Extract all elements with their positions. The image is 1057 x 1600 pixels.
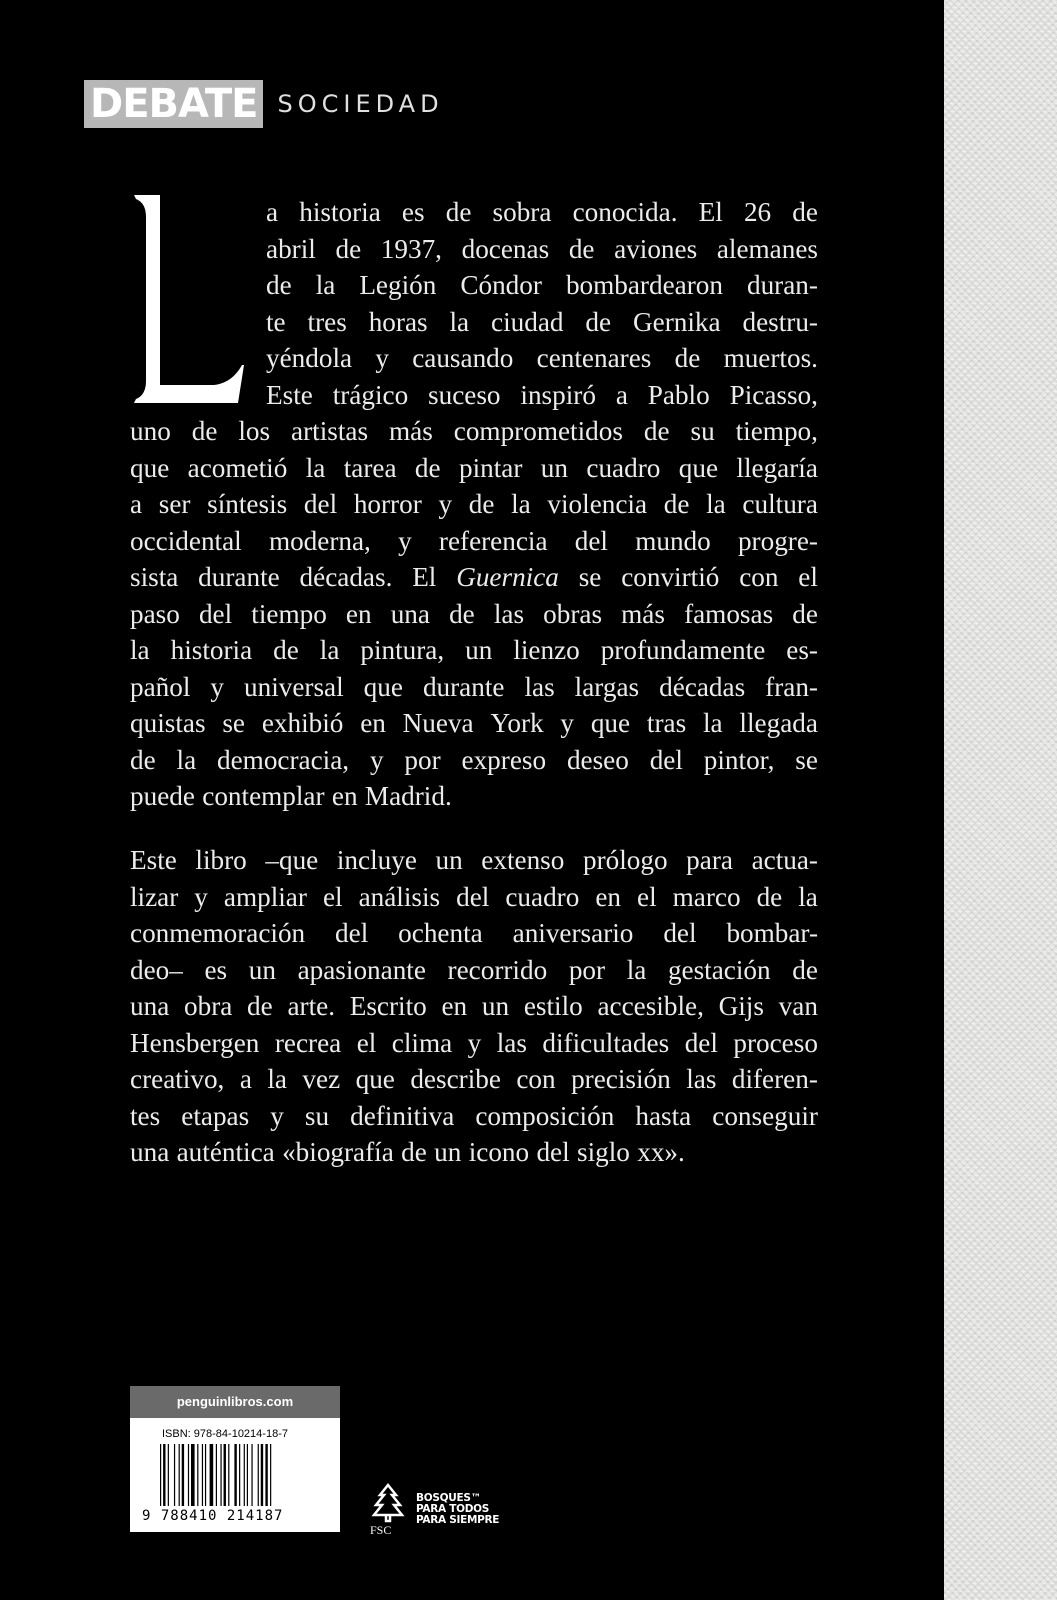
- word: el: [322, 881, 343, 912]
- word: auténtica: [176, 1137, 275, 1167]
- word: 26: [743, 197, 772, 227]
- text-line: [130, 1098, 818, 1135]
- word: profundamente: [600, 635, 766, 665]
- word: del: [684, 1027, 718, 1058]
- word: icono: [468, 1137, 530, 1167]
- barcode-bar: [258, 1444, 259, 1506]
- word: Gernika: [633, 306, 721, 337]
- text-line: [130, 523, 818, 560]
- word: la: [449, 306, 470, 337]
- text-line: [130, 842, 818, 879]
- text-line: [130, 596, 818, 633]
- word: y: [375, 343, 389, 373]
- isbn-label: ISBN: 978-84-10214-18-7: [162, 1428, 288, 1440]
- collection-name: SOCIEDAD: [277, 90, 444, 118]
- word: en: [360, 708, 386, 738]
- word: muertos.: [723, 343, 818, 373]
- text-line: [266, 231, 818, 268]
- word: proceso: [733, 1027, 818, 1058]
- word: Este: [130, 845, 177, 875]
- text-line: [266, 304, 818, 341]
- barcode-icon: [158, 1444, 318, 1506]
- word: en: [345, 598, 372, 629]
- word: conocida.: [572, 197, 678, 227]
- word: Cóndor: [460, 270, 542, 300]
- word: vez: [302, 1064, 341, 1094]
- word: análisis: [358, 881, 441, 912]
- word: la: [130, 635, 150, 665]
- word: y: [369, 744, 384, 775]
- word: recrea: [274, 1027, 342, 1058]
- barcode-bar: [210, 1444, 214, 1506]
- publisher-logo: DEBATE: [84, 80, 263, 128]
- word: violencia: [547, 489, 648, 519]
- word: con: [739, 562, 779, 592]
- word: clima: [391, 1027, 453, 1058]
- word: de: [568, 233, 595, 264]
- text-line: [130, 669, 818, 706]
- word: la: [626, 954, 647, 985]
- word: de: [335, 233, 362, 264]
- word: cuadro: [505, 881, 580, 912]
- text-line: [130, 705, 818, 742]
- word: cultura: [742, 489, 818, 519]
- text-line: [130, 915, 818, 952]
- word: abril: [266, 233, 316, 264]
- word: el: [637, 881, 657, 912]
- word: duran-: [746, 270, 818, 300]
- word: artistas: [291, 416, 369, 446]
- word: durante: [198, 562, 280, 592]
- barcode-bar: [174, 1444, 175, 1506]
- word: de: [674, 343, 701, 373]
- word: de: [130, 744, 156, 775]
- word: por: [404, 744, 441, 775]
- word: de: [585, 306, 612, 337]
- barcode-bar: [239, 1444, 240, 1506]
- text-line: [130, 778, 818, 815]
- word: del: [574, 525, 608, 556]
- text-line: [266, 267, 818, 304]
- word: para: [686, 845, 733, 875]
- word: de: [643, 416, 670, 446]
- text-line: [130, 952, 818, 989]
- word: Nueva: [402, 708, 474, 738]
- word: 1937,: [380, 233, 442, 264]
- barcode-bar: [205, 1444, 206, 1506]
- word: diferen-: [731, 1064, 818, 1094]
- word: paso: [130, 598, 180, 629]
- text-line: [130, 486, 818, 523]
- word: Legión: [359, 270, 437, 300]
- word: tarea: [343, 452, 397, 483]
- word: su: [690, 416, 715, 446]
- word: fran-: [765, 671, 818, 702]
- word: cuadro: [586, 452, 661, 483]
- word: del: [649, 744, 683, 775]
- word: causando: [412, 343, 514, 373]
- word: describe: [410, 1064, 501, 1094]
- barcode-bar: [197, 1444, 198, 1506]
- word: recorrido: [447, 954, 548, 985]
- text-line: [130, 1134, 818, 1171]
- word: de: [191, 416, 218, 446]
- word: lizar: [130, 881, 179, 912]
- word: las: [686, 1064, 717, 1094]
- word: conmemoración: [130, 918, 306, 948]
- text-line: [130, 988, 818, 1025]
- word: y: [467, 1027, 482, 1058]
- word: largas: [574, 671, 640, 702]
- barcode-bar: [228, 1444, 229, 1506]
- word: docenas: [461, 233, 550, 264]
- word: ampliar: [223, 881, 307, 912]
- barcode-bar: [216, 1444, 217, 1506]
- word: más: [389, 416, 433, 446]
- text-line: [266, 340, 818, 377]
- word: su: [304, 1100, 330, 1131]
- word: tres: [307, 306, 347, 337]
- word: en: [595, 881, 621, 912]
- word: progre-: [737, 525, 818, 556]
- text-line: [130, 413, 818, 450]
- barcode-bar: [160, 1444, 161, 1506]
- word: alemanes: [716, 233, 818, 264]
- word: a: [130, 489, 143, 519]
- word: «biografía: [282, 1137, 394, 1167]
- word: más: [621, 598, 665, 629]
- word: extenso: [481, 845, 565, 875]
- barcode-bar: [234, 1444, 236, 1506]
- word: décadas.: [299, 562, 393, 592]
- word: contemplar: [202, 781, 325, 811]
- text-line: [266, 194, 818, 231]
- text-line: [130, 742, 818, 779]
- word: y: [270, 1100, 284, 1131]
- barcode-bar: [179, 1444, 180, 1506]
- word: composición: [475, 1100, 615, 1131]
- synopsis-paragraph-1: [130, 194, 818, 815]
- barcode-bar: [191, 1444, 195, 1506]
- word: que: [355, 1064, 395, 1094]
- word: definitiva: [350, 1100, 455, 1131]
- word: –que: [265, 845, 319, 875]
- word: convirtió: [621, 562, 720, 592]
- barcode-panel: [130, 1386, 340, 1532]
- word: deseo: [566, 744, 629, 775]
- word: con: [516, 1064, 556, 1094]
- word: democracia,: [217, 744, 350, 775]
- word: síntesis: [207, 489, 288, 519]
- word: a: [266, 197, 279, 227]
- word: décadas: [659, 671, 746, 702]
- word: obra: [184, 991, 233, 1021]
- word: de: [792, 598, 818, 629]
- word: arte.: [287, 991, 335, 1021]
- word: un: [481, 991, 510, 1021]
- word: van: [778, 991, 818, 1021]
- text-line: [130, 879, 818, 916]
- word: del: [536, 1137, 570, 1167]
- word: moderna,: [268, 525, 371, 556]
- word: siglo: [577, 1137, 630, 1167]
- word: una: [130, 991, 170, 1021]
- word: de: [266, 270, 292, 300]
- word: apasionante: [297, 954, 426, 985]
- word: uno: [130, 416, 171, 446]
- word: es-: [786, 635, 818, 665]
- word: del: [335, 918, 369, 948]
- word: quistas: [130, 708, 206, 738]
- word: actua-: [751, 845, 818, 875]
- word: un: [465, 635, 493, 665]
- word: te: [266, 306, 286, 337]
- word: pintar: [458, 452, 523, 483]
- word: yéndola: [266, 343, 353, 373]
- tree-icon: [366, 1483, 410, 1523]
- word: Escrito: [349, 991, 427, 1021]
- word: Hensbergen: [130, 1027, 260, 1058]
- barcode-bar: [168, 1444, 169, 1506]
- word: universal: [244, 671, 344, 702]
- word: y: [194, 881, 208, 912]
- word: es: [401, 197, 425, 227]
- word: el: [356, 1027, 377, 1058]
- word: bombar-: [726, 918, 818, 948]
- word: un: [435, 845, 463, 875]
- synopsis-paragraph-2: [130, 842, 818, 1171]
- barcode-bar: [244, 1444, 245, 1506]
- word: ser: [158, 489, 191, 519]
- word: de: [663, 489, 690, 519]
- text-line: [130, 450, 818, 487]
- word: y: [560, 708, 575, 738]
- word: durante: [422, 671, 505, 702]
- word: del: [663, 918, 697, 948]
- word: historia: [299, 197, 381, 227]
- word: comprometidos: [453, 416, 623, 446]
- word: conseguir: [712, 1100, 818, 1131]
- word: acometió: [187, 452, 288, 483]
- barcode-bar: [224, 1444, 226, 1506]
- fsc-slogan-line-2: PARA TODOS: [416, 1503, 490, 1515]
- word: ciudad: [491, 306, 564, 337]
- barcode-bar: [220, 1444, 221, 1506]
- barcode-bar: [261, 1444, 263, 1506]
- word: se: [578, 562, 602, 592]
- word: y: [438, 489, 453, 519]
- word: creativo,: [130, 1064, 225, 1094]
- word: las: [493, 598, 525, 629]
- word: de: [449, 598, 475, 629]
- word: de: [273, 635, 299, 665]
- word: que: [678, 452, 719, 483]
- fsc-certification: [366, 1483, 516, 1539]
- word: El: [412, 562, 437, 592]
- word: y: [398, 525, 412, 556]
- word: deo–: [130, 954, 183, 985]
- word: tras: [646, 708, 687, 738]
- word: precisión: [571, 1064, 671, 1094]
- word: mundo: [635, 525, 711, 556]
- word: llegada: [739, 708, 818, 738]
- word: de: [247, 991, 273, 1021]
- word: Picasso,: [729, 379, 818, 410]
- word: de: [792, 954, 818, 985]
- word: una: [390, 598, 430, 629]
- text-line: [130, 1061, 818, 1098]
- fsc-slogan-line-1: BOSQUES™: [416, 1492, 481, 1504]
- word: historia: [170, 635, 253, 665]
- word: que: [590, 708, 631, 738]
- book-spine-texture: [944, 0, 1057, 1600]
- word: inspiró: [520, 379, 596, 410]
- word: la: [305, 452, 326, 483]
- barcode-digits: 9 788410 214187: [142, 1508, 284, 1524]
- word: que: [363, 671, 403, 702]
- word: las: [496, 1027, 527, 1058]
- word: obras: [543, 598, 603, 629]
- word: occidental: [130, 525, 242, 556]
- word: El: [698, 197, 723, 227]
- publisher-brand: [84, 80, 444, 128]
- word: marco: [672, 881, 741, 912]
- word: xx».: [637, 1137, 685, 1167]
- word: de: [792, 197, 818, 227]
- word: un: [434, 1137, 462, 1167]
- word: Este: [266, 379, 313, 410]
- word: Guernica: [456, 562, 559, 592]
- word: pañol: [130, 671, 191, 702]
- word: expreso: [461, 744, 547, 775]
- word: la: [706, 489, 726, 519]
- word: tes: [130, 1100, 161, 1131]
- text-line: [266, 377, 818, 414]
- word: horas: [368, 306, 428, 337]
- word: etapas: [181, 1100, 250, 1131]
- word: puede: [130, 781, 195, 811]
- word: referencia: [438, 525, 548, 556]
- word: un: [248, 954, 276, 985]
- word: famosas: [684, 598, 774, 629]
- word: la: [511, 489, 531, 519]
- word: los: [238, 416, 271, 446]
- word: lienzo: [513, 635, 580, 665]
- publisher-website: penguinlibros.com: [130, 1386, 340, 1418]
- word: tiempo,: [735, 416, 818, 446]
- barcode-bar: [247, 1444, 248, 1506]
- word: pintor,: [703, 744, 775, 775]
- word: Gijs: [718, 991, 764, 1021]
- word: la: [702, 708, 723, 738]
- word: libro: [195, 845, 247, 875]
- fsc-slogan: [416, 1493, 499, 1526]
- fsc-label: FSC: [370, 1523, 392, 1537]
- text-line: [130, 559, 818, 596]
- word: se: [222, 708, 245, 738]
- word: York: [490, 708, 544, 738]
- word: la: [315, 270, 336, 300]
- word: incluye: [336, 845, 417, 875]
- word: de: [445, 197, 472, 227]
- word: del: [198, 598, 233, 629]
- word: que: [130, 452, 170, 483]
- word: accesible,: [597, 991, 704, 1021]
- word: se: [795, 744, 818, 775]
- barcode-bar: [265, 1444, 267, 1506]
- word: Pablo: [647, 379, 710, 410]
- word: aviones: [614, 233, 698, 264]
- word: la: [319, 635, 340, 665]
- word: centenares: [536, 343, 652, 373]
- barcode-bar: [251, 1444, 252, 1506]
- barcode-bar: [163, 1444, 165, 1506]
- word: del: [303, 489, 338, 519]
- word: hasta: [635, 1100, 692, 1131]
- word: exhibió: [261, 708, 344, 738]
- word: de: [401, 1137, 427, 1167]
- word: un: [540, 452, 568, 483]
- word: bombardearon: [565, 270, 723, 300]
- word: del: [456, 881, 490, 912]
- word: las: [524, 671, 555, 702]
- barcode-bar: [270, 1444, 271, 1506]
- barcode-bar: [188, 1444, 189, 1506]
- word: tiempo: [251, 598, 327, 629]
- word: en: [331, 781, 358, 811]
- word: la: [176, 744, 197, 775]
- word: una: [130, 1137, 170, 1167]
- word: suceso: [428, 379, 501, 410]
- word: y: [210, 671, 224, 702]
- word: el: [798, 562, 818, 592]
- word: pintura,: [360, 635, 445, 665]
- word: trágico: [332, 379, 409, 410]
- word: la: [798, 881, 818, 912]
- word: a: [239, 1064, 252, 1094]
- word: es: [204, 954, 228, 985]
- word: gestación: [667, 954, 771, 985]
- fsc-slogan-line-3: PARA SIEMPRE: [416, 1514, 500, 1526]
- barcode-bar: [202, 1444, 203, 1506]
- word: la: [267, 1064, 287, 1094]
- word: Madrid.: [364, 781, 452, 811]
- word: dificultades: [542, 1027, 670, 1058]
- word: llegaría: [736, 452, 818, 483]
- word: ochenta: [398, 918, 483, 948]
- text-line: [130, 1025, 818, 1062]
- word: sobra: [492, 197, 552, 227]
- word: horror: [353, 489, 422, 519]
- word: destru-: [742, 306, 818, 337]
- text-line: [130, 632, 818, 669]
- word: estilo: [523, 991, 583, 1021]
- word: aniversario: [512, 918, 634, 948]
- barcode-bar: [182, 1444, 184, 1506]
- word: prólogo: [582, 845, 668, 875]
- word: en: [441, 991, 468, 1021]
- word: a: [615, 379, 628, 410]
- word: de: [468, 489, 495, 519]
- word: de: [414, 452, 441, 483]
- word: sista: [130, 562, 179, 592]
- word: por: [568, 954, 606, 985]
- word: de: [756, 881, 783, 912]
